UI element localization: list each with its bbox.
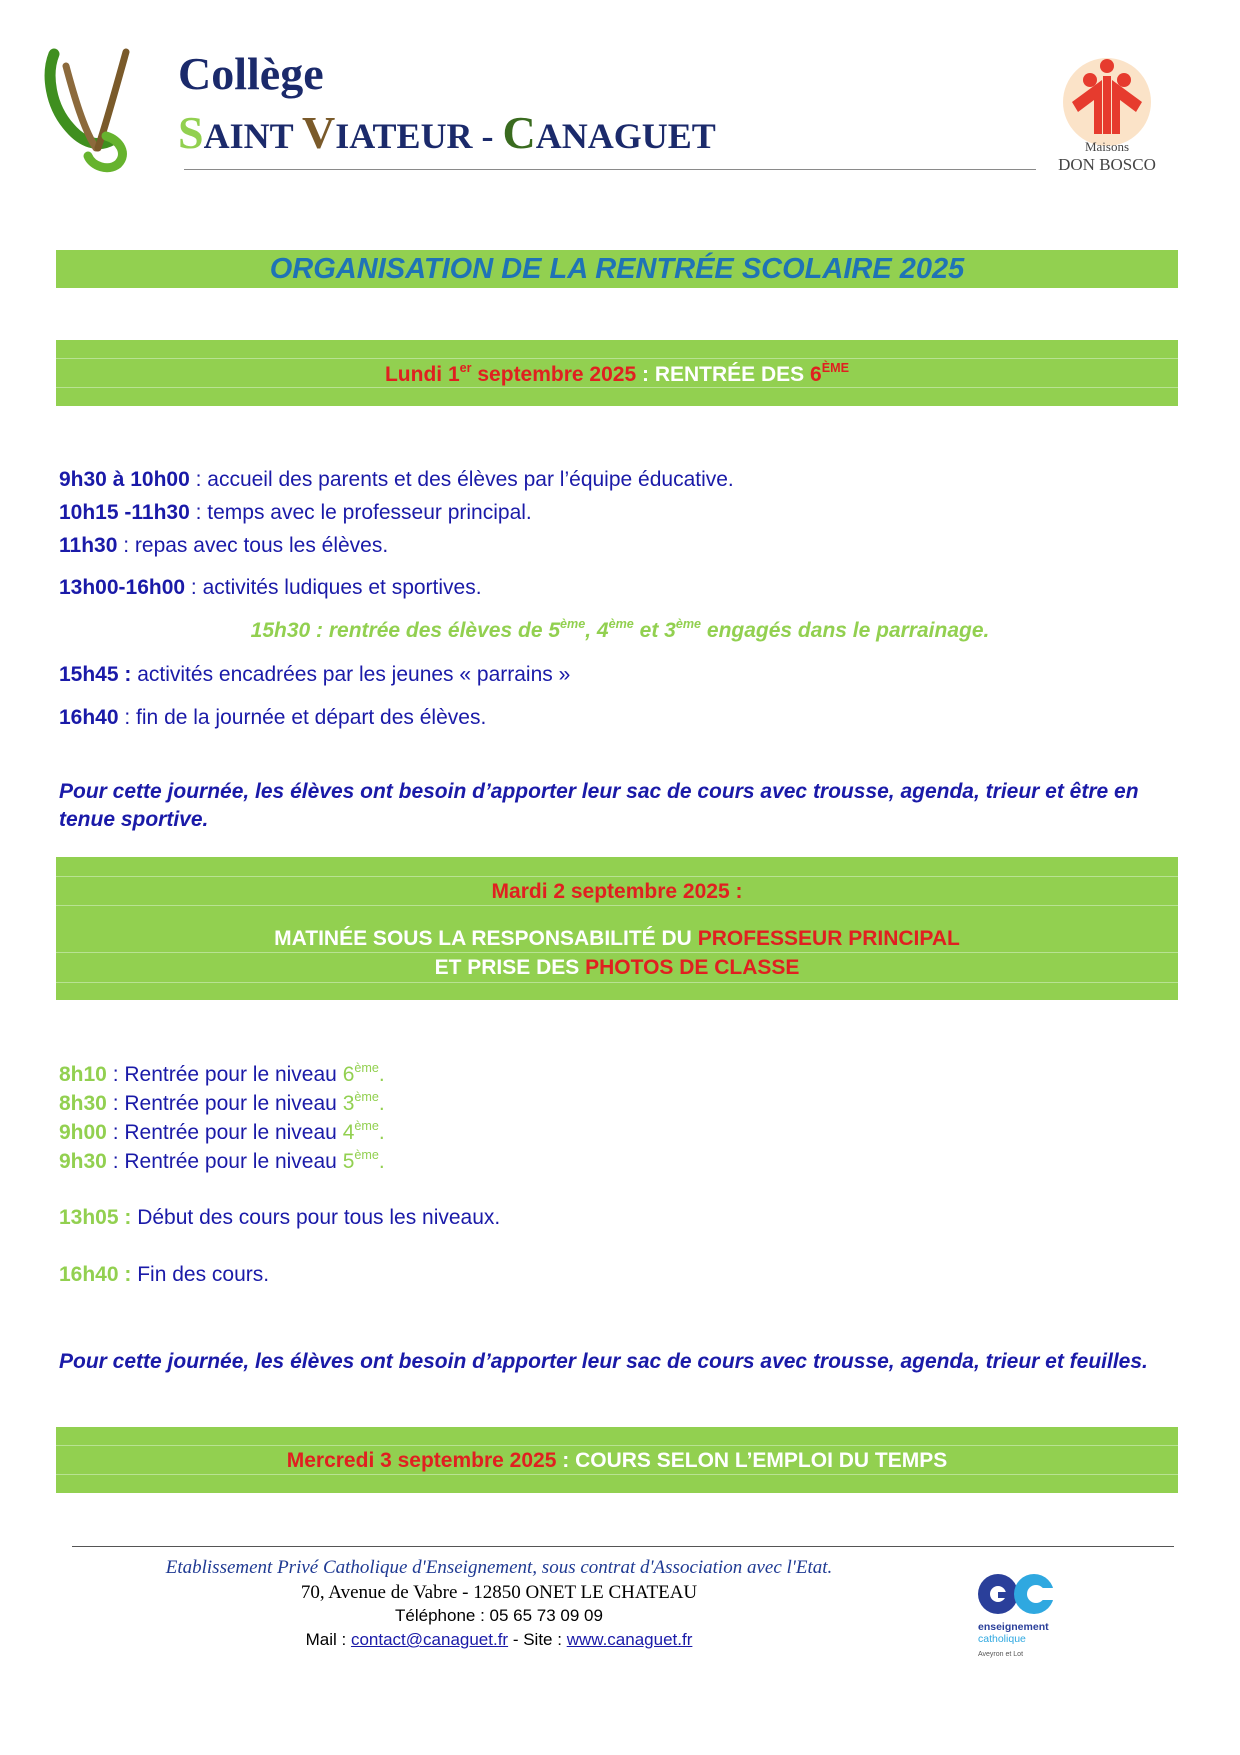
band-line <box>56 1445 1178 1446</box>
college-name-part: AINT <box>203 116 302 156</box>
band-line <box>56 982 1178 983</box>
level-sup: ème <box>354 1148 379 1163</box>
level-item <box>59 1092 385 1116</box>
day3-heading <box>56 1449 1178 1473</box>
day1-band <box>56 340 1178 406</box>
band-line <box>56 952 1178 953</box>
day2-line1-b: PROFESSEUR PRINCIPAL <box>697 927 960 950</box>
site-label: - Site : <box>508 1630 567 1649</box>
parrainage-s2: ème <box>608 617 634 632</box>
schedule-item <box>59 468 734 492</box>
level-number: 4 <box>342 1121 355 1144</box>
band-line <box>56 358 1178 359</box>
schedule-text: : activités ludiques et sportives. <box>185 576 482 599</box>
day1-level-sup: ÈME <box>821 361 850 376</box>
level-item <box>59 1121 385 1145</box>
college-name-part: S <box>178 107 204 158</box>
schedule-text: : accueil des parents et des élèves par l’équipe éducative. <box>189 468 734 491</box>
level-time: 9h30 <box>59 1150 107 1173</box>
level-end: . <box>378 1092 385 1115</box>
level-text: : Rentrée pour le niveau <box>106 1063 343 1086</box>
day1-heading <box>56 363 1178 387</box>
day1-date-sup: er <box>459 361 472 376</box>
schedule-item <box>59 576 482 600</box>
level-text: : Rentrée pour le niveau <box>106 1150 343 1173</box>
don-bosco-logo <box>1052 54 1162 178</box>
college-name <box>178 106 716 163</box>
enseignement-catholique-logo <box>974 1568 1064 1662</box>
level-number: 3 <box>342 1092 355 1115</box>
parrainage-p2: , 4 <box>585 619 609 642</box>
level-text: : Rentrée pour le niveau <box>106 1121 343 1144</box>
college-name-part: C <box>502 107 536 158</box>
level-end: . <box>378 1150 385 1173</box>
schedule-time: 13h00-16h00 <box>59 576 186 599</box>
schedule-item <box>59 534 388 558</box>
parrainage-p3: et 3 <box>633 619 676 642</box>
schedule-text: : repas avec tous les élèves. <box>117 534 389 557</box>
level-sup: ème <box>354 1119 379 1134</box>
mail-label: Mail : <box>305 1630 351 1649</box>
band-line <box>56 876 1178 877</box>
day2-band <box>56 857 1178 1000</box>
day1-label: RENTRÉE DES <box>654 363 811 386</box>
level-time: 9h00 <box>59 1121 107 1144</box>
footer-address: 70, Avenue de Vabre - 12850 ONET LE CHATEAU <box>300 1582 698 1603</box>
day1-note: Pour cette journée, les élèves ont besoin d’apporter leur sac de cours avec trousse, agenda, trieur et être en tenue sportive. <box>59 780 1139 831</box>
header-divider <box>184 169 1036 170</box>
title-band <box>56 250 1178 288</box>
ec-line3: Aveyron et Lot <box>978 1651 1024 1658</box>
ec-line2: catholique <box>978 1633 1026 1645</box>
college-name-part: ANAGUET <box>535 116 716 156</box>
level-time: 8h10 <box>59 1063 107 1086</box>
fin-text: Fin des cours. <box>131 1263 270 1286</box>
level-end: . <box>378 1063 385 1086</box>
ec-line1: enseignement <box>978 1621 1049 1633</box>
footer-divider <box>72 1546 1174 1547</box>
day2-line2-a: ET PRISE DES <box>434 956 586 979</box>
page-title: ORGANISATION DE LA RENTRÉE SCOLAIRE 2025 <box>269 253 965 285</box>
schedule-time: 10h15 -11h30 <box>59 501 190 524</box>
day3-date: Mercredi 3 septembre 2025 <box>286 1449 557 1472</box>
college-name-part: IATEUR - <box>335 116 503 156</box>
parrainage-p1: 15h30 : rentrée des élèves de 5 <box>250 619 561 642</box>
day1-level: 6 <box>810 363 822 386</box>
day2-date: Mardi 2 septembre 2025 : <box>491 880 743 903</box>
day3-sep: : <box>556 1449 576 1472</box>
college-title: Collège <box>178 48 324 99</box>
fin-time: 16h40 : <box>59 1263 132 1286</box>
don-bosco-bottom: DON BOSCO <box>1058 155 1156 174</box>
day2-line1 <box>56 927 1178 951</box>
day2-note: Pour cette journée, les élèves ont besoin d’apporter leur sac de cours avec trousse, agenda, trieur et feuilles. <box>59 1350 1148 1373</box>
schedule-text: : fin de la journée et départ des élèves. <box>118 706 487 729</box>
level-item <box>59 1150 385 1174</box>
day2-line2-b: PHOTOS DE CLASSE <box>585 956 800 979</box>
day3-label: COURS SELON L’EMPLOI DU TEMPS <box>575 1449 948 1472</box>
site-link[interactable]: www.canaguet.fr <box>566 1630 693 1649</box>
level-end: . <box>378 1121 385 1144</box>
schedule-item <box>59 501 532 525</box>
debut-cours <box>59 1206 500 1230</box>
level-number: 5 <box>342 1150 355 1173</box>
day2-line2 <box>56 956 1178 980</box>
footer-statement: Etablissement Privé Catholique d'Enseignement, sous contrat d'Association avec l'Etat. <box>165 1557 833 1578</box>
fin-cours <box>59 1263 269 1287</box>
parrainage-s1: ème <box>560 617 586 632</box>
debut-time: 13h05 : <box>59 1206 132 1229</box>
schedule-time: 16h40 <box>59 706 119 729</box>
level-sup: ème <box>354 1090 379 1105</box>
level-number: 6 <box>342 1063 355 1086</box>
schedule-text: : temps avec le professeur principal. <box>189 501 532 524</box>
level-item <box>59 1063 385 1087</box>
college-logo <box>44 44 140 178</box>
schedule-item <box>59 663 570 687</box>
day2-line1-a: MATINÉE SOUS LA RESPONSABILITÉ DU <box>274 927 698 950</box>
college-name-part: V <box>301 107 336 158</box>
footer-phone: Téléphone : 05 65 73 09 09 <box>395 1606 603 1625</box>
debut-text: Début des cours pour tous les niveaux. <box>131 1206 501 1229</box>
day3-band <box>56 1427 1178 1493</box>
don-bosco-top: Maisons <box>1084 139 1130 154</box>
footer-contact <box>0 1630 998 1650</box>
day1-sep: : <box>636 363 655 386</box>
day1-date-a: Lundi 1 <box>384 363 460 386</box>
band-line <box>56 905 1178 906</box>
schedule-item <box>59 706 486 730</box>
level-text: : Rentrée pour le niveau <box>106 1092 343 1115</box>
band-line <box>56 1474 1178 1475</box>
schedule-text: activités encadrées par les jeunes « parrains » <box>131 663 571 686</box>
schedule-time: 9h30 à 10h00 <box>59 468 190 491</box>
parrainage-s3: ème <box>675 617 702 632</box>
level-sup: ème <box>354 1061 379 1076</box>
schedule-time: 11h30 <box>59 534 118 557</box>
day1-date-b: septembre 2025 <box>471 363 637 386</box>
level-time: 8h30 <box>59 1092 107 1115</box>
parrainage-p4: engagés dans le parrainage. <box>701 619 990 642</box>
band-line <box>56 387 1178 388</box>
parrainage-line <box>0 619 1240 643</box>
mail-link[interactable]: contact@canaguet.fr <box>350 1630 509 1649</box>
schedule-time: 15h45 : <box>59 663 132 686</box>
